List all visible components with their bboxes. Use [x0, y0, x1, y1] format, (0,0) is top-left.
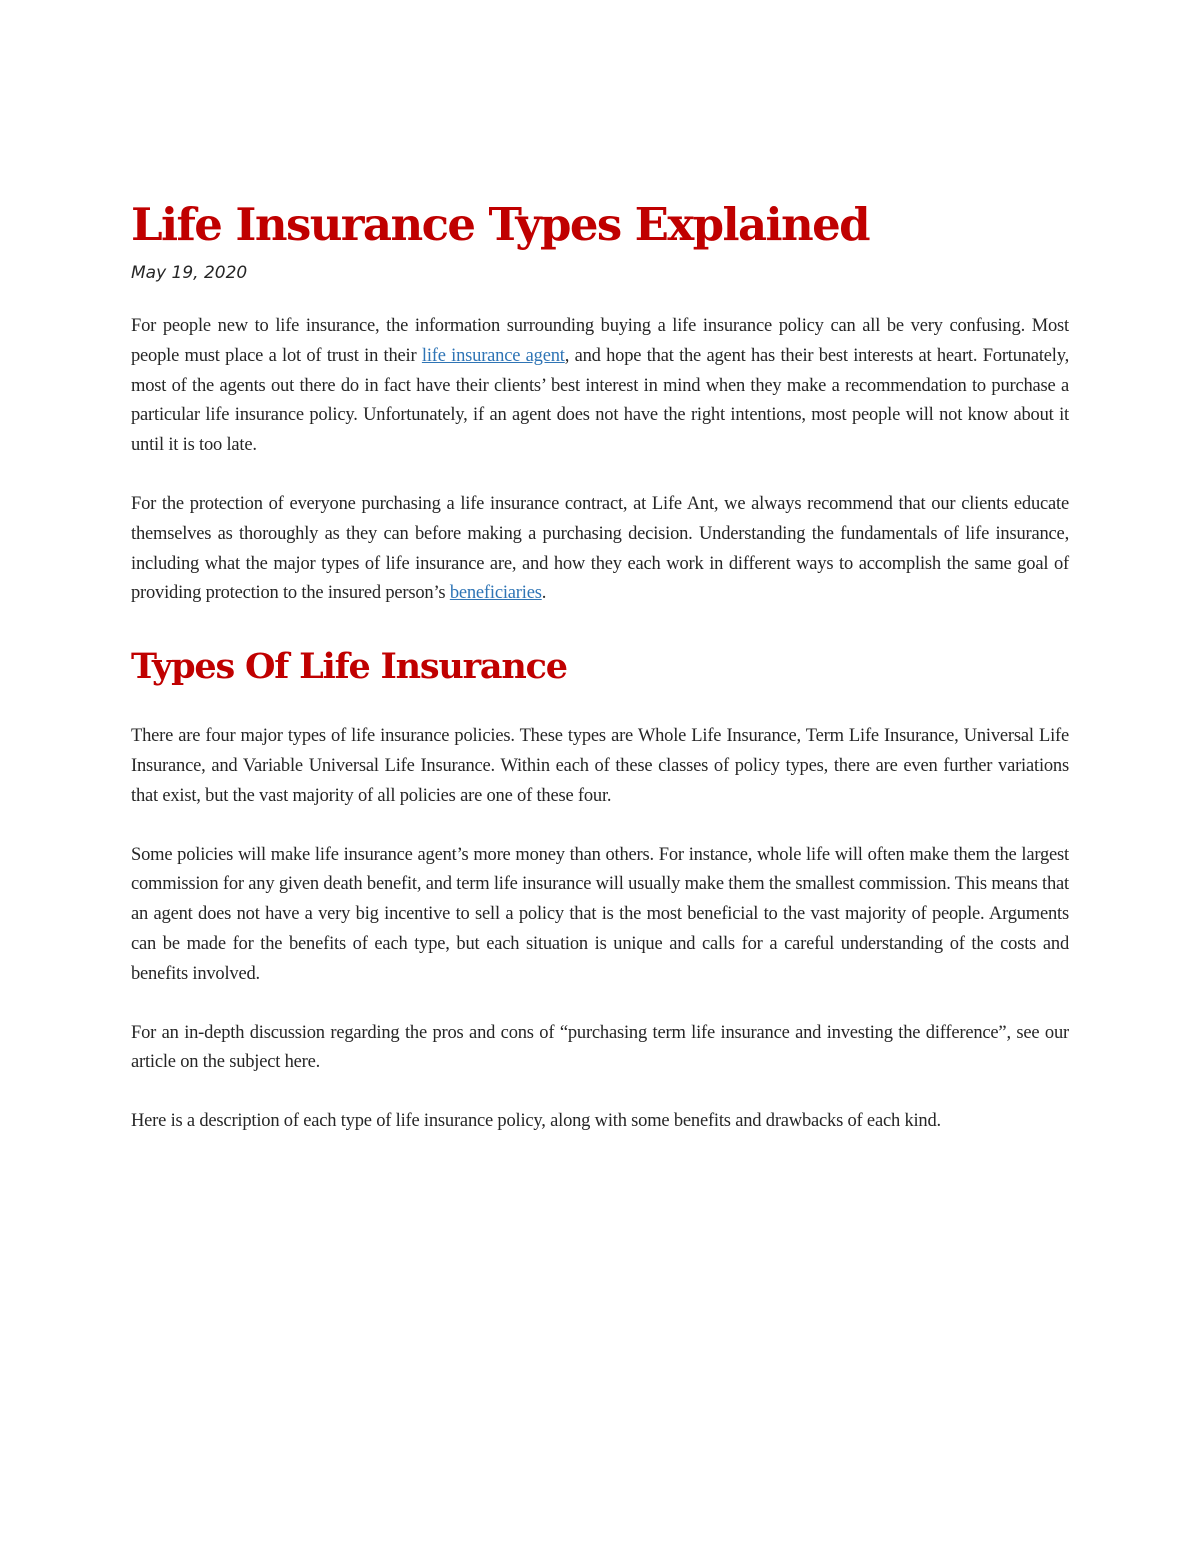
protection-text-end: . [541, 583, 547, 604]
intro-text-end: , and hope that the agent has their best interests at heart. Fortunately, most of the agents out there do in fact have their clients’ best interest in mind when they make a recommendation to purchase a particular life insurance policy. Unfortunately, if an agent does not have the right intentions, most people will not know about it until it is too late. [131, 345, 1070, 456]
life-insurance-agent-link[interactable]: life insurance agent [421, 345, 565, 366]
intro-paragraph [131, 312, 1069, 461]
document-page [131, 192, 1069, 1166]
section-heading: Types Of Life Insurance [131, 646, 567, 688]
description-intro-paragraph: Here is a description of each type of life insurance policy, along with some benefits and drawbacks of each kind. [131, 1111, 941, 1132]
term-investing-paragraph: For an in-depth discussion regarding the pros and cons of “purchasing term life insurance and investing the difference”, see our article on the subject here. [131, 1022, 1069, 1073]
commission-paragraph: Some policies will make life insurance agent’s more money than others. For instance, whole life will often make them the largest commission for any given death benefit, and term life insurance will usually make them the smallest commission. This means that an agent does not have a very big incentive to sell a policy that is the most beneficial to the vast majority of people. Arguments can be made for the benefits of each type, but each situation is unique and calls for a careful understanding of the costs and benefits involved. [131, 844, 1069, 984]
beneficiaries-link[interactable]: beneficiaries [449, 583, 542, 604]
article-date: May 19, 2020 [131, 263, 248, 283]
protection-text-start: For the protection of everyone purchasing a life insurance contract, at Life Ant, we always recommend that our clients educate themselves as thoroughly as they can before making a purchasing decision. Understanding the fundamentals of life insurance, including what the major types of life insurance are, and how they each work in different ways to accomplish the same goal of providing protection to the insured person’s [131, 493, 1069, 604]
intro-text-start: For people new to life insurance, the information surrounding buying a life insurance policy can all be very confusing. Most people must place a lot of trust in their [131, 316, 1069, 366]
article-title: Life Insurance Types Explained [131, 198, 870, 251]
protection-paragraph [131, 490, 1069, 609]
policy-types-paragraph: There are four major types of life insurance policies. These types are Whole Life Insurance, Term Life Insurance, Universal Life Insurance, and Variable Universal Life Insurance. Within each of these classes of policy types, there are even further variations that exist, but the vast majority of all policies are one of these four. [131, 726, 1069, 806]
